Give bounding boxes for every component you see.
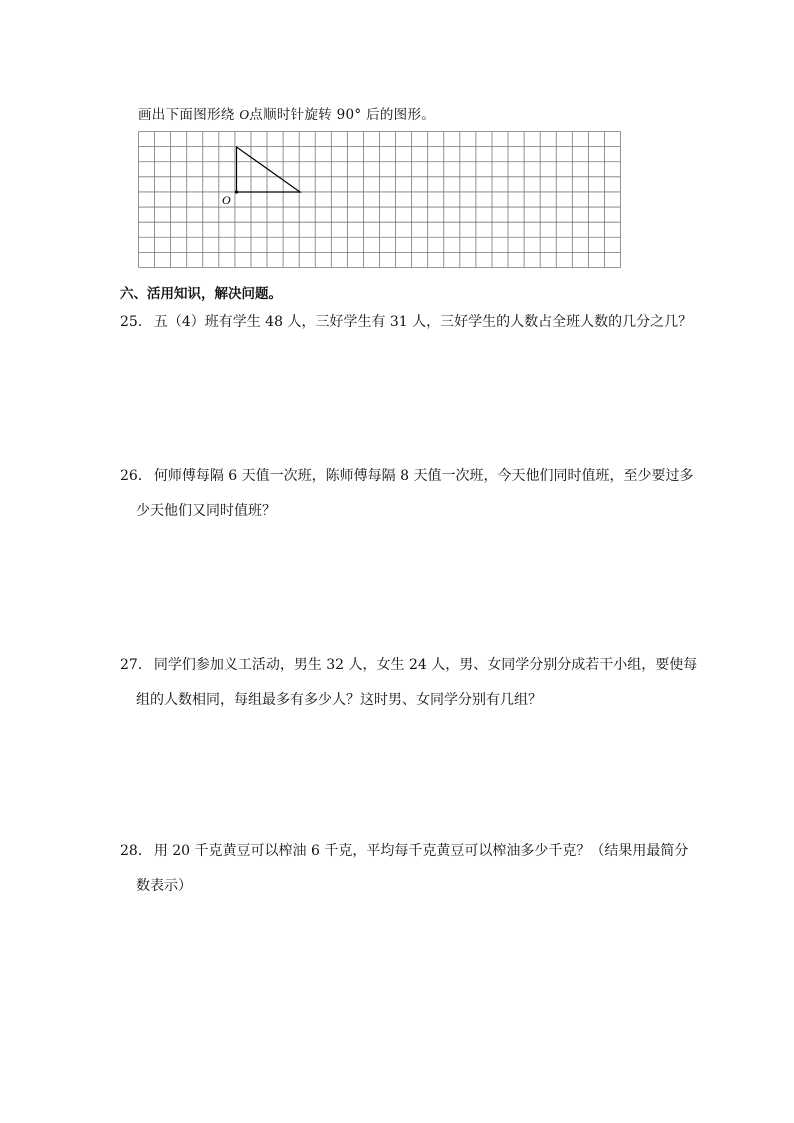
section-heading: 六、活用知识，解决问题。 [120, 286, 282, 302]
question-text: 五（4）班有学生 48 人，三好学生有 31 人，三好学生的人数占全班人数的几分之几？ [153, 314, 693, 330]
rotation-instruction [138, 103, 435, 123]
question-26 [120, 461, 693, 492]
instruction-prefix: 画出下面图形绕 [138, 107, 240, 123]
question-26-continued: 少天他们又同时值班？ [136, 503, 276, 519]
pivot-label: O [222, 193, 231, 207]
question-number: 27． [120, 657, 152, 673]
question-27 [120, 650, 697, 681]
question-number: 25． [120, 314, 152, 330]
question-text: 何师傅每隔 6 天值一次班，陈师傅每隔 8 天值一次班，今天他们同时值班，至少要过多 [153, 468, 694, 484]
question-text: 用 20 千克黄豆可以榨油 6 千克，平均每千克黄豆可以榨油多少千克？（结果用最简分 [153, 843, 689, 859]
question-28 [120, 836, 688, 867]
question-number: 26． [120, 468, 152, 484]
pivot-point-o [235, 190, 238, 193]
question-28-continued: 数表示） [136, 878, 192, 894]
instruction-suffix: 点顺时针旋转 90° 后的图形。 [249, 107, 436, 123]
question-27-continued: 组的人数相同，每组最多有多少人？这时男、女同学分别有几组？ [136, 692, 542, 708]
instruction-point: O [239, 107, 250, 122]
grid-lines [139, 132, 621, 268]
question-number: 28． [120, 843, 152, 859]
question-text: 同学们参加义工活动，男生 32 人，女生 24 人，男、女同学分别分成若干小组，要使每 [153, 657, 698, 673]
grid-svg [138, 131, 621, 268]
question-25 [120, 307, 692, 338]
grid-figure [138, 131, 621, 268]
triangle-shape [237, 147, 301, 192]
